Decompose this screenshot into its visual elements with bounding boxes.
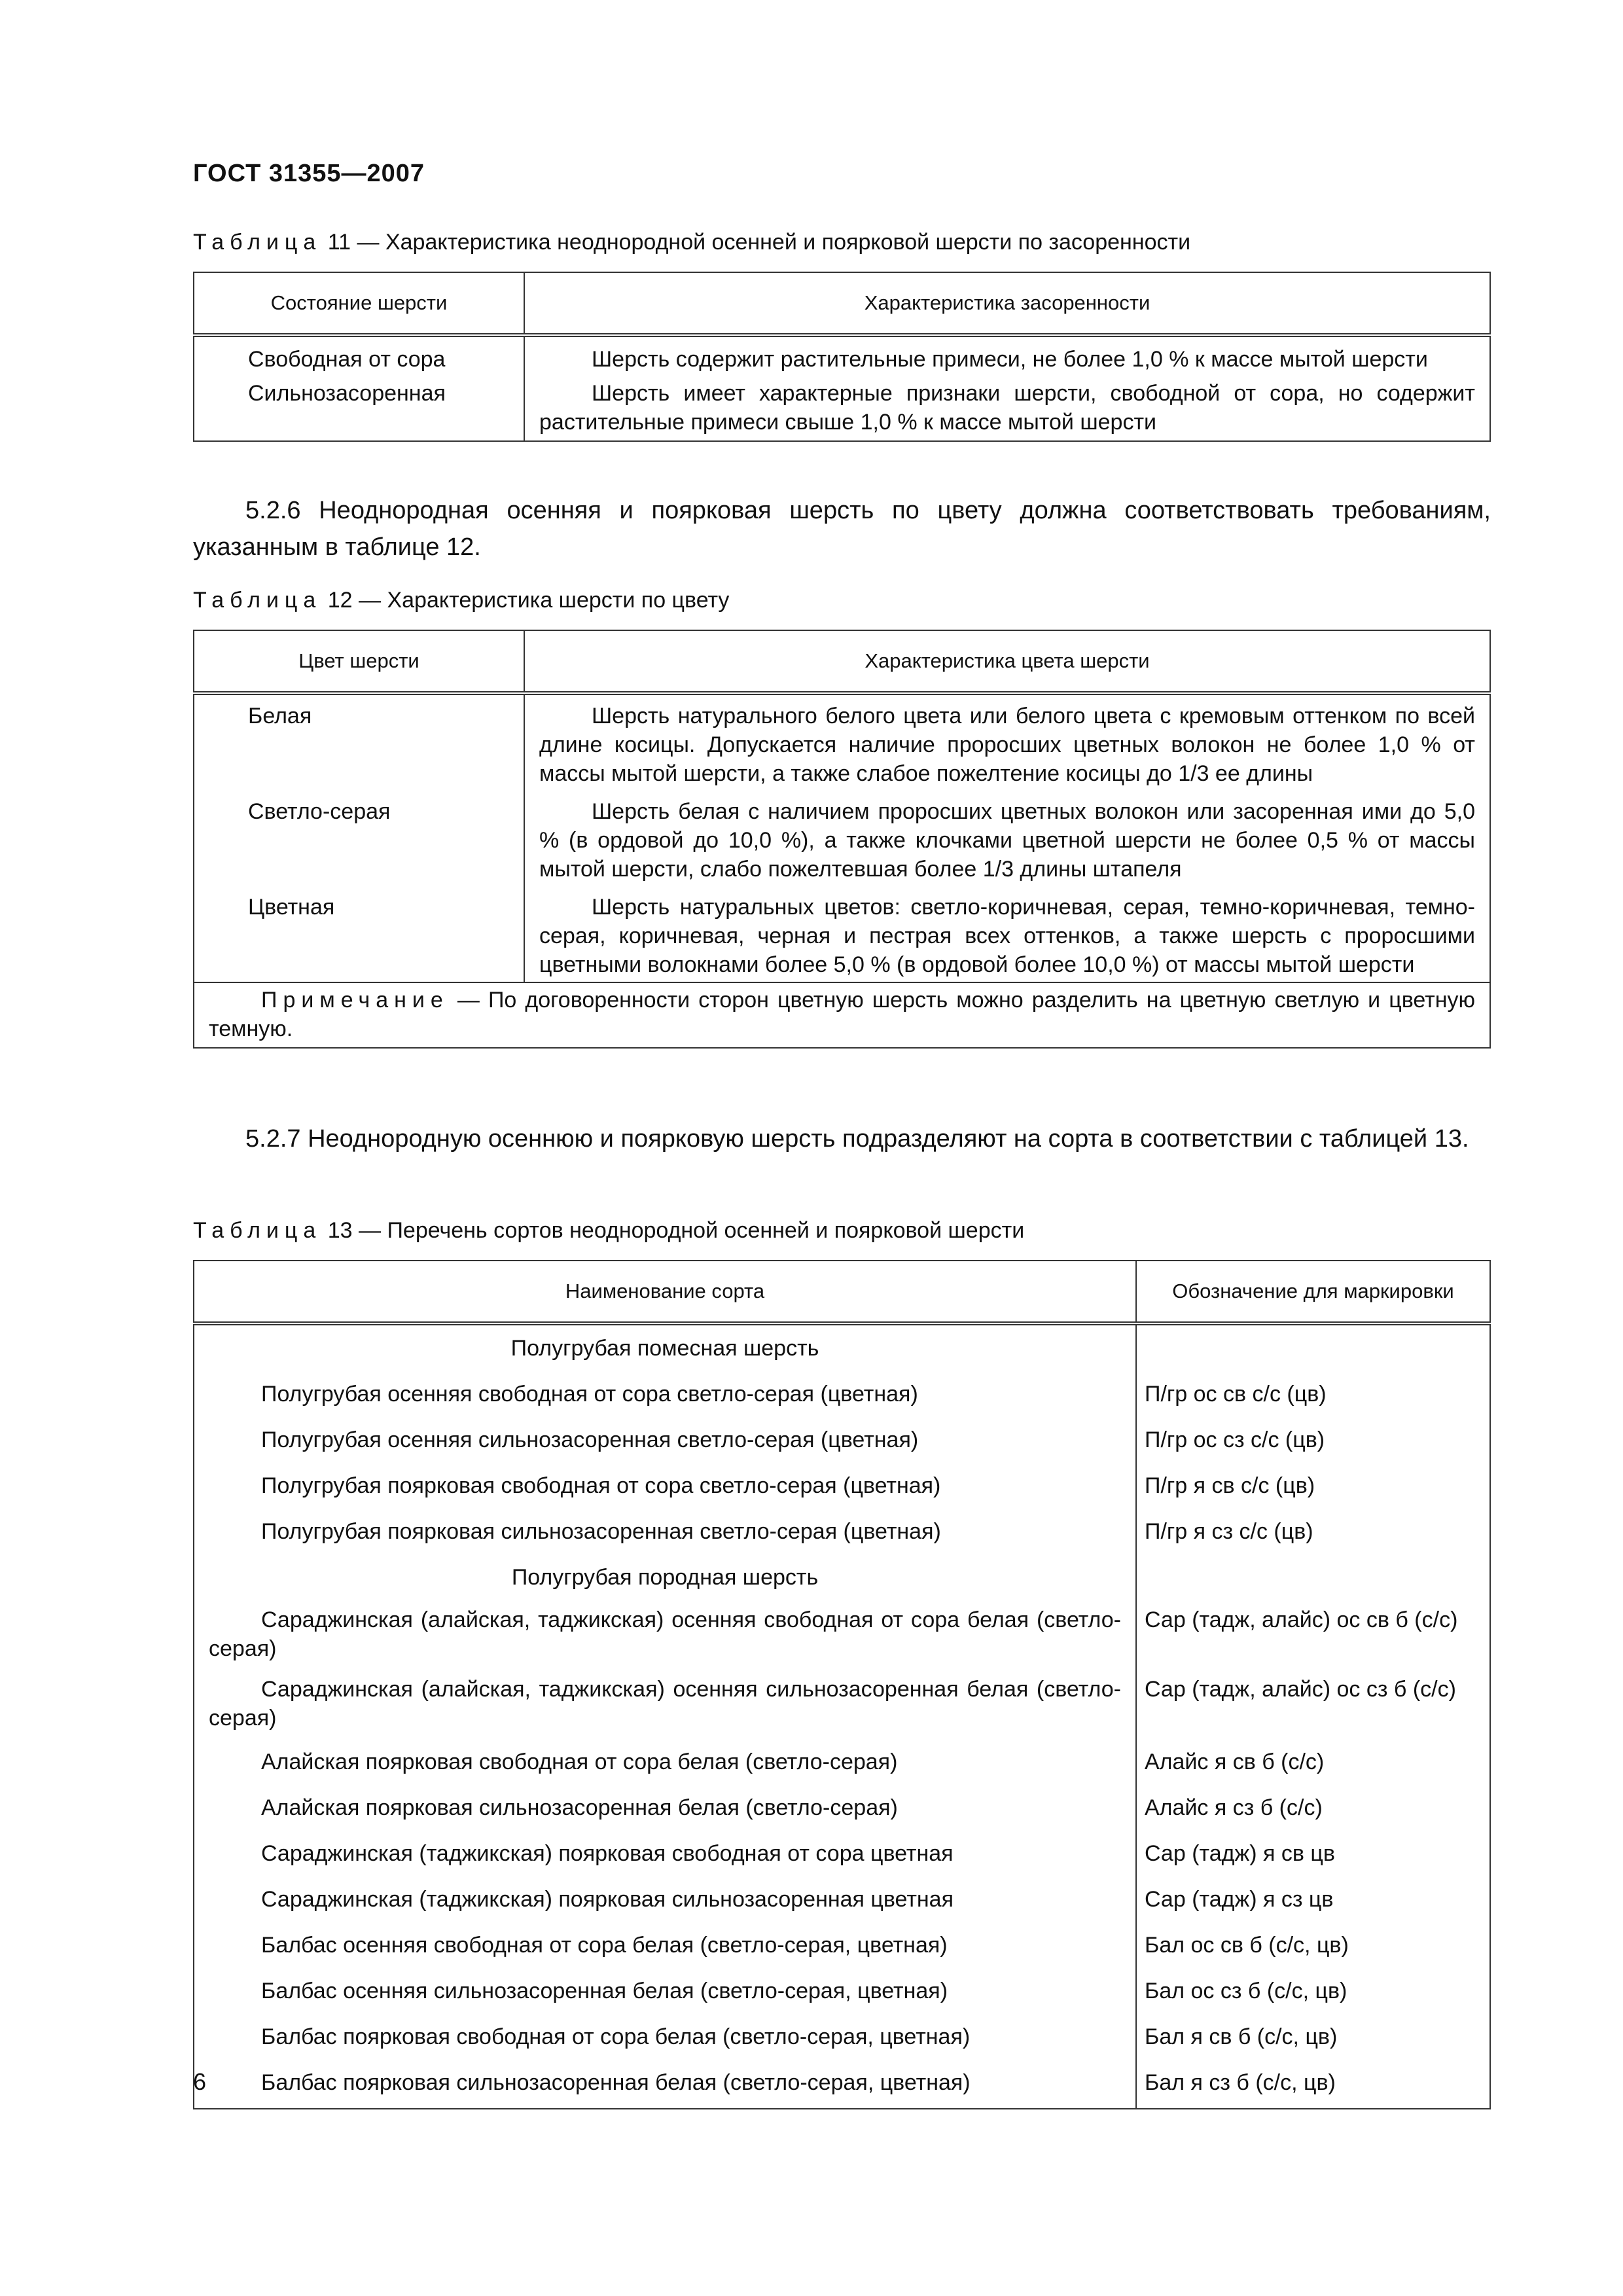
group-heading: Полугрубая помесная шерсть	[194, 1323, 1136, 1371]
table-12	[193, 630, 1491, 1049]
table-cell: Сильнозасоренная	[194, 376, 524, 441]
table-cell: Сар (тадж) я сз цв	[1136, 1876, 1490, 1922]
table-cell: Бал ос сз б (с/с, цв)	[1136, 1968, 1490, 2014]
note-text: — По договоренности сторон цветную шерсть можно разделить на цветную светлую и цветную темную.	[209, 988, 1475, 1041]
table-row	[194, 693, 1490, 795]
table-note	[194, 982, 1490, 1048]
table-group-row	[194, 1323, 1490, 1371]
table-row	[194, 376, 1490, 441]
table-cell: Алайская поярковая свободная от сора белая (светло-серая)	[194, 1739, 1136, 1785]
table-cell: Сараджинская (таджикская) поярковая сильнозасоренная цветная	[194, 1876, 1136, 1922]
table-row	[194, 795, 1490, 890]
caption-prefix: Таблица	[193, 588, 322, 613]
table-cell: Сар (тадж, алайс) ос св б (с/с)	[1136, 1600, 1490, 1670]
caption-prefix: Таблица	[193, 1218, 322, 1243]
table-row	[194, 1922, 1490, 1968]
table-cell: П/гр я сз с/с (цв)	[1136, 1509, 1490, 1554]
table-note-row	[194, 982, 1490, 1048]
table-13	[193, 1260, 1491, 2109]
table-cell: Полугрубая поярковая сильнозасоренная светло-серая (цветная)	[194, 1509, 1136, 1554]
table-row	[194, 890, 1490, 982]
table-12-caption	[193, 586, 729, 615]
table-cell: Балбас осенняя сильнозасоренная белая (светло-серая, цветная)	[194, 1968, 1136, 2014]
table-13-caption	[193, 1216, 1024, 1245]
table-row	[194, 2014, 1490, 2060]
table-header-cell: Состояние шерсти	[194, 272, 524, 335]
table-cell: Цветная	[194, 890, 524, 982]
caption-text: 11 — Характеристика неоднородной осенней и поярковой шерсти по засоренности	[321, 230, 1191, 255]
table-cell: Сараджинская (алайская, таджикская) осенняя свободная от сора белая (светло-серая)	[194, 1600, 1136, 1670]
document-header: ГОСТ 31355—2007	[193, 160, 425, 187]
table-row	[194, 1371, 1490, 1417]
table-header-cell: Характеристика засоренности	[524, 272, 1490, 335]
table-row	[194, 1670, 1490, 1739]
table-row	[194, 1417, 1490, 1463]
table-row	[194, 335, 1490, 376]
table-cell: П/гр ос св с/с (цв)	[1136, 1371, 1490, 1417]
table-header-cell: Цвет шерсти	[194, 630, 524, 693]
table-cell: Алайская поярковая сильнозасоренная белая (светло-серая)	[194, 1785, 1136, 1831]
caption-text: 12 — Характеристика шерсти по цвету	[321, 588, 730, 613]
table-cell: Балбас поярковая свободная от сора белая (светло-серая, цветная)	[194, 2014, 1136, 2060]
table-cell: Алайс я сз б (с/с)	[1136, 1785, 1490, 1831]
table-cell: Балбас осенняя свободная от сора белая (светло-серая, цветная)	[194, 1922, 1136, 1968]
table-row	[194, 1509, 1490, 1554]
table-cell: Сараджинская (алайская, таджикская) осенняя сильнозасоренная белая (светло-серая)	[194, 1670, 1136, 1739]
table-row	[194, 2060, 1490, 2109]
caption-text: 13 — Перечень сортов неоднородной осенней и поярковой шерсти	[321, 1218, 1025, 1243]
table-cell	[1136, 1323, 1490, 1371]
table-row	[194, 1876, 1490, 1922]
table-cell	[1136, 1554, 1490, 1600]
table-cell: Светло-серая	[194, 795, 524, 890]
table-cell: Полугрубая осенняя свободная от сора светло-серая (цветная)	[194, 1371, 1136, 1417]
table-row	[194, 1739, 1490, 1785]
table-cell: Сараджинская (таджикская) поярковая свободная от сора цветная	[194, 1831, 1136, 1876]
table-cell: Сар (тадж) я св цв	[1136, 1831, 1490, 1876]
caption-prefix: Таблица	[193, 230, 322, 255]
table-cell: Шерсть натурального белого цвета или белого цвета с кремовым оттенком по всей длине косицы. Допускается наличие проросших цветных волокон не более 1,0 % от массы мытой шерсти, а также слабое пожелтение косицы до 1/3 ее длины	[524, 693, 1490, 795]
note-prefix: Примечание	[261, 988, 449, 1013]
paragraph-5-2-7: 5.2.7 Неоднородную осеннюю и поярковую шерсть подразделяют на сорта в соответствии с таблицей 13.	[245, 1125, 1469, 1153]
table-cell: Сар (тадж, алайс) ос сз б (с/с)	[1136, 1670, 1490, 1739]
table-cell: Бал ос св б (с/с, цв)	[1136, 1922, 1490, 1968]
table-cell: Бал я сз б (с/с, цв)	[1136, 2060, 1490, 2109]
table-cell: Полугрубая поярковая свободная от сора светло-серая (цветная)	[194, 1463, 1136, 1509]
paragraph-5-2-6: 5.2.6 Неоднородная осенняя и поярковая шерсть по цвету должна соответствовать требованиям, указанным в таблице 12.	[193, 497, 1491, 561]
table-11	[193, 272, 1491, 442]
table-cell: П/гр ос сз с/с (цв)	[1136, 1417, 1490, 1463]
table-cell: Бал я св б (с/с, цв)	[1136, 2014, 1490, 2060]
table-cell: Балбас поярковая сильнозасоренная белая (светло-серая, цветная)	[194, 2060, 1136, 2109]
table-cell: Алайс я св б (с/с)	[1136, 1739, 1490, 1785]
table-cell: Белая	[194, 693, 524, 795]
table-cell: Шерсть белая с наличием проросших цветных волокон или засоренная ими до 5,0 % (в ордовой до 10,0 %), а также клочками цветной шерсти не более 0,5 % от массы мытой шерсти, слабо пожелтевшая более 1/3 длины штапеля	[524, 795, 1490, 890]
table-header-cell: Характеристика цвета шерсти	[524, 630, 1490, 693]
table-header-cell: Обозначение для маркировки	[1136, 1261, 1490, 1323]
table-cell: П/гр я св с/с (цв)	[1136, 1463, 1490, 1509]
table-cell: Шерсть имеет характерные признаки шерсти, свободной от сора, но содержит растительные примеси свыше 1,0 % к массе мытой шерсти	[524, 376, 1490, 441]
table-row	[194, 1968, 1490, 2014]
page-number: 6	[193, 2068, 207, 2095]
table-cell: Полугрубая осенняя сильнозасоренная светло-серая (цветная)	[194, 1417, 1136, 1463]
table-header-cell: Наименование сорта	[194, 1261, 1136, 1323]
group-heading: Полугрубая породная шерсть	[194, 1554, 1136, 1600]
table-cell: Шерсть натуральных цветов: светло-коричневая, серая, темно-коричневая, темно-серая, коричневая, черная и пестрая всех оттенков, а также шерсть с проросшими цветными волокнами более 5,0 % (в ордовой более 10,0 %) от массы мытой шерсти	[524, 890, 1490, 982]
table-group-row	[194, 1554, 1490, 1600]
table-row	[194, 1831, 1490, 1876]
table-11-caption	[193, 228, 1190, 257]
table-row	[194, 1785, 1490, 1831]
table-row	[194, 1463, 1490, 1509]
table-row	[194, 1600, 1490, 1670]
table-cell: Шерсть содержит растительные примеси, не более 1,0 % к массе мытой шерсти	[524, 335, 1490, 376]
table-cell: Свободная от сора	[194, 335, 524, 376]
